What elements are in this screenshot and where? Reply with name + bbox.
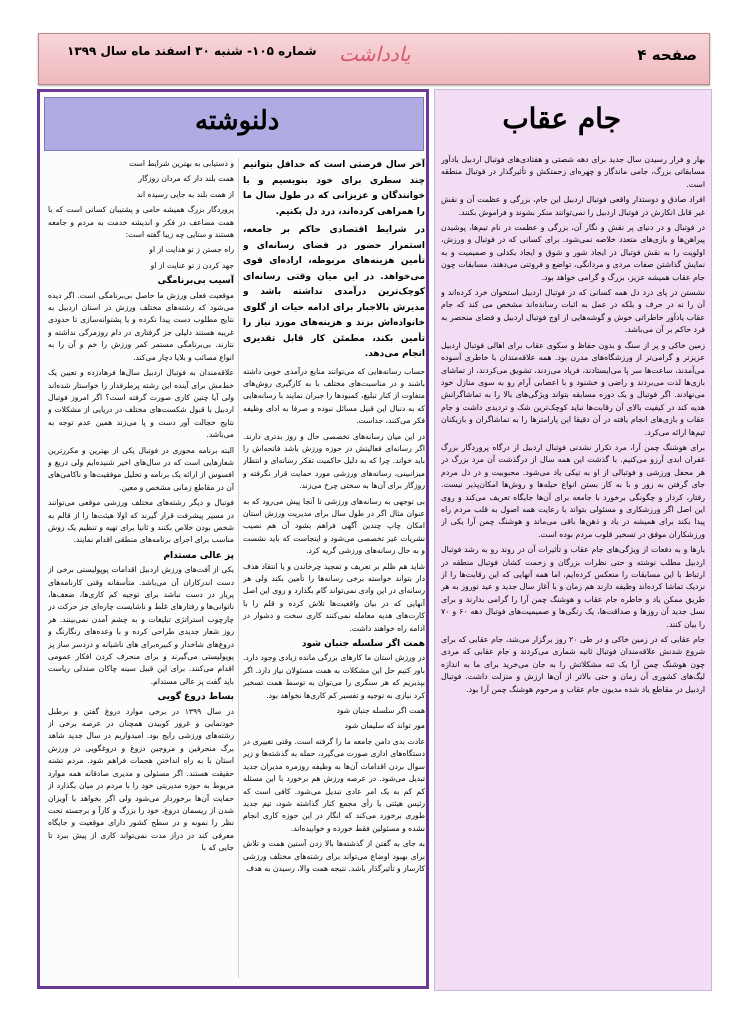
article-paragraph: در ورزش استان ما کارهای بزرگی مانده زیادی وجود دارد. باور کنیم حل این مشکلات به همت مسئولان نیاز دارد. اگر بپذیریم که هر سنگری را می‌توان به توسط همت تسخیر کرد نیازی به توجیه و تفسیر کم کاری‌ها نخواهد بود. bbox=[243, 653, 425, 700]
article-paragraph: فوتبال و دیگر رشته‌های مختلف ورزشی موقعی می‌توانند در مسیر پیشرفت قرار گیرند که اولا هیئت‌ها را از قالم به شخص بودن خلاص بکنند و ثانیا برای تهیه و تنظیم یک روش مناسب برای اجرای برنامه‌های منطقی اقدام نمایند. bbox=[48, 498, 234, 545]
article-paragraph: بهار و فرار رسیدن سال جدید برای دهه شصتی و هفتادی‌های فوتبال اردبیل یادآور مسابقاتی بزرگ، جامی ماندگار و چهره‌ای زحمتکش و تأثیرگذار در فوتبال منطقه است. bbox=[441, 155, 705, 189]
article-paragraph: جام عقابی که در زمین خاکی و در طی ۲۰ روز برگزار می‌شد، جام عقابی که برای شروع شدنش علاقه‌مندان فوتبال ثانیه شماری می‌کردند و جام عقابی که مردی چون هوشنگ چمن آرا یک تنه مشکلاتش را به جان می‌خرید برای ما به اندازه لیگ‌های کشوری آن زمان و حتی بالاتر از آن‌ها ارزش و منزلت داشت. فوتبال اردبیل در مقاطع یاد شده مدیون جام عقاب و مرحوم هوشنگ چمن آرا بود. bbox=[441, 635, 705, 694]
subheading: بساط دروغ گویی bbox=[157, 692, 234, 703]
left-column bbox=[48, 158, 234, 984]
article-paragraph: در سال ۱۳۹۹ در برخی موارد دروغ گفتن و برطبل خودنمایی و غرور کوبیدن همچنان در عرصه برخی از رشته‌های ورزشی رایج بود. امیدواریم در سال جدید شاهد برگ منحرفین و مروجین دروغ و دروغگویی در ورزش استان با به راه انداختن هجمات فراهم شود. مردم تشنه حقیقت هستند. اگر مسئولی و مدیری صادقانه همه موارد مربوط به حوزه مدیریتی خود را با مردم در میان بگذارد از حمایت آن‌ها برخوردار می‌شود ولی اگر بخواهد با آویزان شدن از ریسمان دروغ، خود را بزرگ و کارآ و برجسته تحت نظر را نمونه و در سطح کشور دارای موقعیت و جایگاه معرفی کند در دراز مدت نمی‌تواند کاری از پیش ببرد تا جایی که با bbox=[48, 706, 234, 853]
poem-line: همت بلند دار که مردان روزگار bbox=[138, 174, 234, 184]
intro-bold-2: در شرایط اقتصادی حاکم بر جامعه، استمرار حضور در فضای رسانه‌ای و تأمین هزینه‌های مربوطه، اراده‌ای قوی می‌خواهد. در این میان وقتی رسانه‌ای کوچک‌ترین درآمدی نداشته باشد و مدیرش بالاجبار برای ادامه حیات از گلوی خانواده‌اش بزند و هزینه‌های مورد نیاز را تأمین بکند، مطمئن کار قابل تقدیری انجام می‌دهد. bbox=[243, 225, 425, 359]
section-title: یادداشت bbox=[339, 42, 411, 66]
article-body bbox=[441, 154, 705, 980]
poem-line: از همت بلند به جایی رسیده اند bbox=[136, 189, 234, 199]
article-paragraph: شاید هم ظلم بر تعریف و تمجید چرخاندن و یا انتقاد هدف دار بتواند خواسته برخی رسانه‌ها را تأمین بکند ولی هر رسانه‌ای در این وادی نمی‌تواند گام بگذارد و روی این اصل آنهایی که در بیان واقعیت‌ها تلاش کرده و قلم را با کارت‌های هدیه معامله نمی‌کنند کاری سخت و دشوار در ادامه راه خواهند داشت. bbox=[243, 561, 425, 633]
article-paragraph: برای هوشنگ چمن آرا، مرد تکرار نشدنی فوتبال اردبیل از درگاه پروردگار بزرگ غفران ابدی آرزو می‌کنیم. با گذشت این همه سال از درگذشت آن مرد بزرگ در هر محفل ورزشی و فوتبالی از او به نیکی یاد می‌شود. محبوبیت و در دل مردم جای گرفتن به زور و با به کار بستن انواع حیله‌ها و روش‌ها امکان‌پذیر نیست. رفتار، کردار و چگونگی برخورد با جامعه برای آن‌ها جایگاه تعریف می‌کند و روی این اصل اگر ورزشکاری و مسئولی بتواند با رعایت همه اصول به قلب مردم راه پیدا بکند برای همیشه در یاد و ذهن‌ها باقی می‌ماند و هوشنگ چمن آرا یکی از ورزشکاران موفق در تسخیر قلوب مردم بوده است. bbox=[441, 442, 705, 539]
article-jam-oghab bbox=[434, 89, 712, 991]
subheading: همت اگر سلسله جنبان شود bbox=[301, 639, 425, 650]
article-paragraph: به جای به گفتن از گذشته‌ها بالا زدن آستین همت و تلاش برای بهبود اوضاع می‌تواند برای رشته‌های مختلف ورزشی کارساز و تأثیرگذار باشد. نتیجه همت والا، رسیدن به هدف bbox=[243, 839, 425, 873]
poem-line: راه جستن ز تو هدایت از او bbox=[149, 245, 234, 255]
article-paragraph: علاقه‌مندان به فوتبال اردبیل سال‌ها فرهادزده و تعیین یک خط‌مش برای آینده این رشته پرطرفدار را خواستار شده‌اند ولی آیا چنین کاری صورت گرفته است؟ اگر امروز فوتبال اردبیل با قبول شکست‌های مختلف در دریایی از مشکلات و نتایج خجالت آور دست و پا می‌زند همین عدم توجه به می‌باشد. bbox=[48, 368, 234, 440]
article-title: جام عقاب bbox=[502, 102, 621, 135]
poem-line: مور تواند که سلیمان شود bbox=[344, 721, 425, 731]
article-paragraph: یکی از آفت‌های ورزش اردبیل اقدامات پوپولیستی برخی از دست اندرکاران آن می‌باشد. متأسفانه وقتی کارنامه‌های پربار در دست نباشد برای توجیه کم کاری‌ها، ضعف‌ها، ناتوانی‌ها و رفتارهای غلط و ناشایست چاره‌ای جز حرکت در چارچوب استراتژی تبلیغات و به چشم آمدن نمی‌بینند. هر روز شعار جدیدی طراحی کرده و با وعده‌های رنگارنگ و دروغ‌های شاخدار و کبیره‌برای های ناشیانه و دردسر ساز پز پوپولیستی می‌گیرند و برای منحرف کردن افکار عمومی اقدام می‌کنند. برای این قبیل سینه چاکان صندلی ریاست باید گفت پز عالی مستدام. bbox=[48, 565, 234, 686]
column-divider bbox=[238, 158, 239, 978]
article-paragraph: بی توجهی به رسانه‌های ورزشی تا آنجا پیش می‌رود که به عنوان مثال اگر در طول سال برای مدیریت ورزش استان امکان چاپ چندین آگهی فراهم بشود آن هم نصیب نشریات غیر تخصصی می‌شود و اینجاست که باید نشست و به حال رسانه‌های ورزشی گریه کرد. bbox=[243, 496, 425, 556]
article-title-box bbox=[44, 97, 424, 151]
poem-line: همت اگر سلسله جنبان شود bbox=[336, 706, 425, 716]
article-paragraph: نشستن در پای درد دل همه کسانی که در فوتبال اردبیل استخوان خرد کرده‌اند و آن را نه در حرف و بلکه در عمل به اثبات رسانده‌اند مشخص می کند که جام عقاب یادآور خاطراتی خوش و گوشه‌هایی از اوج فوتبال اردبیل و فضای منحصر به فرد حاکم بر آن می‌باشد. bbox=[441, 288, 705, 335]
article-paragraph: عادت بدی دامن جامعه ما را گرفته است. وقتی تغییری در دستگاه‌های اداری صورت می‌گیرد، حمله به گذشته‌ها و زیر سوال بردن اقدامات آن‌ها به وظیفه روزمره مدیران جدید تبدیل می‌شود. در عرصه ورزش هم برخورد با این مسئله کم کم به یک امر عادی تبدیل می‌شود. کافی است که رئیس هیئتی یا رأی مجمع کنار گذاشته شود، تیم جدید طوری برخورد می‌کند که انگار در این حوزه کاری انجام نشده و مسئولین فقط خورده و خوابیده‌اند. bbox=[243, 736, 425, 833]
article-paragraph: موقعیت فعلی ورزش ما حاصل بی‌برنامگی است. اگر دیده می‌شود که رشته‌های مختلف ورزش در استان اردبیل به نتایج مطلوب دست پیدا نکرده و یا پشتوانه‌سازی تا حدودی غریبه هستند دلیلی جز گرفتاری در دام روزمرگی نداشته و نتارند. بی‌برنامگی مستمر کمر ورزش را خم و آن را به انواع مصائب و بلایا دچار می‌کند. bbox=[48, 290, 234, 362]
article-delneveshteh bbox=[37, 89, 429, 989]
article-paragraph: بارها و به دفعات از ویژگی‌های جام عقاب و تأثیرات آن در روند رو به رشد فوتبال اردبیل مطلب نوشته و حتی نظرات بزرگان و زحمت کشان فوتبال منطقه در ارتباط با این مسابقات را منعکس کرده‌ایم، اما همه آنهایی که این رقابت‌ها را از نزدیک تماشا کرده‌اند وظیفه دارند هم زمان و با آغاز سال جدید و عید نوروز به هر طریق ممکن یاد و خاطره جام عقاب و هوشنگ چمن آرا را گرامی بدارند و برای نسل جدید آن روزها و صداقت‌ها، یک رنگی‌ها و صمیمیت‌های فوتبال دهه ۶۰ و ۷۰ را بیان کنند. bbox=[441, 545, 705, 629]
subheading: پز عالی مستدام bbox=[163, 550, 234, 561]
middle-column bbox=[243, 158, 425, 984]
article-paragraph: حساب رسانه‌هایی که می‌توانند منابع درآمدی خوبی داشته باشند و در مناسبت‌های مختلف با به کارگیری روش‌های متفاوت از کنار تبلیغ، کمبودها را جبران نمایند با رسانه‌هایی که به دنبال این قبیل مسائل نبوده و صرفا به ادای وظیفه فکر می‌کنند، جداست. bbox=[243, 366, 425, 426]
subheading: آسیب بی‌برنامگی bbox=[157, 276, 234, 287]
article-paragraph: افراد صادق و دوستدار واقعی فوتبال اردبیل این جام، بزرگی و عظمت آن و نقش غیر قابل انکارش در فوتبال اردبیل را نمی‌توانند منکر بشوند و فراموش بکنند. bbox=[441, 195, 705, 217]
article-paragraph: زمین خاکی و پر از سنگ و بدون حفاظ و سکوی عقاب برای اهالی فوتبال اردبیل عزیزتر و گرامی‌تر از ورزشگاه‌های مدرن بود. همه علاقه‌مندان با خاطری آسوده می‌آمدند، ساعت‌ها سر پا می‌ایستادند، فریاد می‌زدند، تشویق می‌کردند، از تماشای بازی‌ها لذت می‌بردند و راضی و خشنود و با اعصابی آرام رو به سوی منازل خود می‌نهادند. اگر فوتبال و یک دوره مسابقه بتواند ویژگی‌های بالا را به تماشاگرانش هدیه کند در کیفیت بالای آن رقابت‌ها نباید کوچک‌ترین شک و تردیدی داشت و جام عقاب و بازی‌های انجام یافته در آن دقیقا این پارامترها را به تماشاگران و بازیکنان تیم‌ها ارائه می‌کرد. bbox=[441, 340, 705, 437]
page-number: صفحه ۴ bbox=[637, 46, 697, 64]
article-paragraph: در فوتبال و در دنیای پر نقش و نگار آن، بزرگی و عظمت در نام تیم‌ها، پوشیدن پیراهن‌ها و بازی‌های متعدد خلاصه نمی‌شود. برای کسانی که در فوتبال و ورزش، اولویت را به نقش فوتبال در ایجاد شور و شوق و ایجاد یکدلی و صمیمیت و به نمایش گذاشتن صفات مردی و مردانگی، تواضع و فروتنی می‌دهند، مسابقات چون جام عقاب همیشه عزیز، بزرگ و گرامی خواهد بود. bbox=[441, 223, 705, 282]
page-header bbox=[38, 33, 710, 85]
article-title: دلنوشته bbox=[195, 106, 280, 136]
issue-info: شماره ۱۰۵- شنبه ۳۰ اسفند ماه سال ۱۳۹۹ bbox=[67, 44, 317, 58]
article-paragraph: البته برنامه محوری در فوتبال یکی از بهترین و مکررترین شعارهایی است که در سال‌های اخیر شنیده‌ایم ولی دریغ و افسوس از ارائه یک برنامه و تحلیل موفقیت‌ها و ناکامی‌های آن در مقاطع زمانی مشخص و معین. bbox=[48, 445, 234, 492]
article-paragraph: پروردگار بزرگ همیشه حامی و پشتیبان کسانی است که با همت مضاعف در فکر و اندیشه خدمت به مردم و جامعه هستند و ستایی چه زیبا گفته است: bbox=[48, 205, 234, 240]
article-paragraph: و دستیابی به بهترین شرایط است bbox=[129, 159, 234, 168]
poem-line: جهد کردن ز تو عنایت از او bbox=[150, 260, 234, 270]
article-paragraph: در این میان رسانه‌های تخصصی حال و روز بدتری دارند. اگر رسانه‌ای فعالیتش در حوزه ورزش باشد فاتحه‌اش را باید خواند. چرا که به دلیل حاکمیت تفکر رسانه‌ای و انتظار میزانبینی، رسانه‌های ورزشی مورد حمایت قرار نگرفته و روزگار برای آن‌ها به سختی چرخ می‌زند. bbox=[243, 431, 425, 491]
intro-bold: آخر سال فرصتی است که حداقل بتوانیم چند سطری برای خود بنویسیم و با خوانندگان و عزیزانی که در طول سال ما را همراهی کرده‌اند، درد دل بکنیم. bbox=[243, 160, 425, 217]
